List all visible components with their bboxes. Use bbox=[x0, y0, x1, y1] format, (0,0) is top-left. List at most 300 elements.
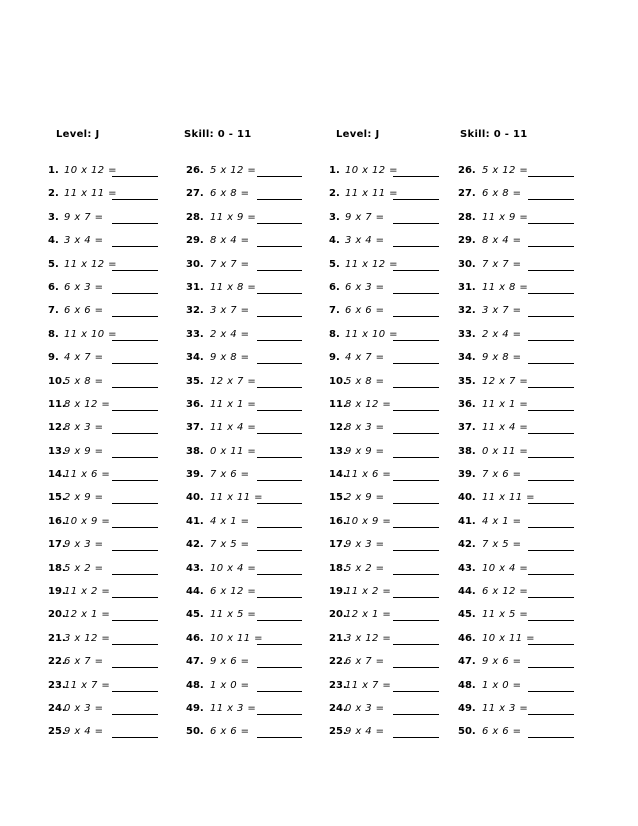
problem-expression: 3 x 12 = bbox=[345, 632, 392, 644]
problem-row bbox=[458, 235, 598, 258]
problem-number: 39. bbox=[186, 469, 204, 481]
problem-expression: 11 x 6 = bbox=[64, 469, 111, 481]
problem-expression: 11 x 3 = bbox=[210, 702, 257, 714]
problem-number: 50. bbox=[458, 726, 476, 738]
problem-expression: 6 x 3 = bbox=[64, 281, 104, 293]
problem-column bbox=[48, 165, 188, 750]
problem-row bbox=[329, 633, 469, 656]
problem-row bbox=[186, 399, 326, 422]
problem-number: 2. bbox=[329, 188, 340, 200]
problem-row bbox=[186, 680, 326, 703]
problem-row bbox=[329, 703, 469, 726]
problem-expression: 9 x 7 = bbox=[64, 211, 104, 223]
answer-blank[interactable] bbox=[528, 574, 574, 575]
answer-blank[interactable] bbox=[257, 457, 302, 458]
problem-row bbox=[458, 656, 598, 679]
problem-expression: 12 x 1 = bbox=[345, 609, 392, 621]
answer-blank[interactable] bbox=[257, 714, 302, 715]
problem-expression: 11 x 7 = bbox=[345, 679, 392, 691]
answer-blank[interactable] bbox=[528, 246, 574, 247]
problem-column bbox=[186, 165, 326, 750]
problem-number: 21. bbox=[329, 632, 347, 644]
problem-number: 29. bbox=[186, 235, 204, 247]
problem-expression: 9 x 6 = bbox=[210, 656, 250, 668]
problem-row bbox=[48, 633, 188, 656]
problem-row bbox=[48, 492, 188, 515]
problem-row bbox=[458, 212, 598, 235]
problem-expression: 4 x 7 = bbox=[345, 352, 385, 364]
problem-row bbox=[48, 726, 188, 749]
answer-blank[interactable] bbox=[257, 433, 302, 434]
answer-blank[interactable] bbox=[393, 176, 439, 177]
answer-blank[interactable] bbox=[112, 480, 158, 481]
problem-expression: 2 x 9 = bbox=[345, 492, 385, 504]
problem-expression: 6 x 12 = bbox=[482, 586, 529, 598]
problem-expression: 1 x 0 = bbox=[482, 679, 522, 691]
problem-expression: 9 x 3 = bbox=[345, 539, 385, 551]
problem-expression: 10 x 11 = bbox=[210, 632, 263, 644]
problem-row bbox=[186, 446, 326, 469]
problem-row bbox=[48, 469, 188, 492]
problem-row bbox=[48, 563, 188, 586]
problem-number: 15. bbox=[329, 492, 347, 504]
problem-row bbox=[186, 235, 326, 258]
answer-blank[interactable] bbox=[528, 550, 574, 551]
answer-blank[interactable] bbox=[112, 691, 158, 692]
answer-blank[interactable] bbox=[257, 574, 302, 575]
problem-expression: 10 x 12 = bbox=[64, 165, 117, 176]
answer-blank[interactable] bbox=[528, 597, 574, 598]
problem-number: 5. bbox=[48, 258, 59, 270]
problem-row bbox=[458, 282, 598, 305]
answer-blank[interactable] bbox=[112, 503, 158, 504]
problem-row bbox=[329, 165, 469, 188]
answer-blank[interactable] bbox=[528, 714, 574, 715]
problem-expression: 11 x 10 = bbox=[345, 328, 398, 340]
problem-row bbox=[329, 376, 469, 399]
answer-blank[interactable] bbox=[257, 691, 302, 692]
answer-blank[interactable] bbox=[257, 293, 302, 294]
problem-number: 16. bbox=[329, 515, 347, 527]
problem-row bbox=[458, 352, 598, 375]
answer-blank[interactable] bbox=[257, 340, 302, 341]
problem-row bbox=[458, 680, 598, 703]
answer-blank[interactable] bbox=[257, 410, 302, 411]
problem-row bbox=[48, 446, 188, 469]
problem-number: 12. bbox=[48, 422, 66, 434]
problem-number: 22. bbox=[48, 656, 66, 668]
answer-blank[interactable] bbox=[393, 527, 439, 528]
problem-expression: 11 x 2 = bbox=[345, 586, 392, 598]
problem-number: 11. bbox=[48, 398, 66, 410]
problem-expression: 11 x 11 = bbox=[345, 188, 398, 200]
problem-expression: 12 x 7 = bbox=[210, 375, 257, 387]
problem-number: 39. bbox=[458, 469, 476, 481]
problem-row bbox=[329, 329, 469, 352]
problem-number: 24. bbox=[48, 702, 66, 714]
answer-blank[interactable] bbox=[257, 620, 302, 621]
problem-expression: 9 x 4 = bbox=[64, 726, 104, 738]
problem-row bbox=[458, 305, 598, 328]
problem-expression: 5 x 8 = bbox=[64, 375, 104, 387]
answer-blank[interactable] bbox=[393, 363, 439, 364]
problem-row bbox=[48, 165, 188, 188]
answer-blank[interactable] bbox=[393, 620, 439, 621]
answer-blank[interactable] bbox=[393, 480, 439, 481]
problem-expression: 6 x 8 = bbox=[210, 188, 250, 200]
answer-blank[interactable] bbox=[393, 199, 439, 200]
problem-row bbox=[186, 188, 326, 211]
answer-blank[interactable] bbox=[112, 410, 158, 411]
skill-label: Skill: 0 - 11 bbox=[184, 129, 252, 140]
problem-number: 17. bbox=[329, 539, 347, 551]
answer-blank[interactable] bbox=[112, 316, 158, 317]
problem-row bbox=[48, 516, 188, 539]
problem-expression: 7 x 6 = bbox=[210, 469, 250, 481]
problem-row bbox=[329, 352, 469, 375]
answer-blank[interactable] bbox=[112, 340, 158, 341]
problem-row bbox=[48, 212, 188, 235]
answer-blank[interactable] bbox=[393, 457, 439, 458]
problem-number: 45. bbox=[186, 609, 204, 621]
problem-row bbox=[186, 282, 326, 305]
answer-blank[interactable] bbox=[393, 433, 439, 434]
answer-blank[interactable] bbox=[257, 527, 302, 528]
answer-blank[interactable] bbox=[528, 270, 574, 271]
problem-number: 50. bbox=[186, 726, 204, 738]
answer-blank[interactable] bbox=[393, 550, 439, 551]
answer-blank[interactable] bbox=[257, 667, 302, 668]
problem-row bbox=[329, 305, 469, 328]
problem-number: 15. bbox=[48, 492, 66, 504]
answer-blank[interactable] bbox=[528, 410, 574, 411]
answer-blank[interactable] bbox=[112, 176, 158, 177]
problem-expression: 6 x 6 = bbox=[210, 726, 250, 738]
problem-row bbox=[186, 656, 326, 679]
skill-label: Skill: 0 - 11 bbox=[460, 129, 528, 140]
problem-row bbox=[186, 212, 326, 235]
answer-blank[interactable] bbox=[112, 270, 158, 271]
answer-blank[interactable] bbox=[112, 293, 158, 294]
problem-expression: 11 x 3 = bbox=[482, 702, 529, 714]
problem-number: 29. bbox=[458, 235, 476, 247]
problem-row bbox=[329, 469, 469, 492]
problem-expression: 10 x 4 = bbox=[210, 562, 257, 574]
answer-blank[interactable] bbox=[393, 574, 439, 575]
problem-row bbox=[48, 680, 188, 703]
answer-blank[interactable] bbox=[257, 246, 302, 247]
answer-blank[interactable] bbox=[112, 597, 158, 598]
answer-blank[interactable] bbox=[257, 503, 302, 504]
problem-row bbox=[458, 399, 598, 422]
problem-row bbox=[48, 399, 188, 422]
problem-expression: 11 x 11 = bbox=[64, 188, 117, 200]
problem-number: 38. bbox=[458, 445, 476, 457]
problem-expression: 8 x 12 = bbox=[345, 398, 392, 410]
problem-row bbox=[186, 422, 326, 445]
problem-number: 47. bbox=[186, 656, 204, 668]
answer-blank[interactable] bbox=[528, 480, 574, 481]
answer-blank[interactable] bbox=[393, 597, 439, 598]
answer-blank[interactable] bbox=[393, 410, 439, 411]
answer-blank[interactable] bbox=[257, 199, 302, 200]
problem-number: 25. bbox=[48, 726, 66, 738]
answer-blank[interactable] bbox=[393, 316, 439, 317]
problem-number: 14. bbox=[48, 469, 66, 481]
problem-number: 19. bbox=[48, 586, 66, 598]
answer-blank[interactable] bbox=[528, 620, 574, 621]
problem-number: 42. bbox=[458, 539, 476, 551]
problem-row bbox=[48, 422, 188, 445]
problem-expression: 11 x 9 = bbox=[482, 211, 529, 223]
problem-row bbox=[329, 516, 469, 539]
problem-number: 48. bbox=[458, 679, 476, 691]
answer-blank[interactable] bbox=[528, 316, 574, 317]
problem-expression: 11 x 9 = bbox=[210, 211, 257, 223]
answer-blank[interactable] bbox=[257, 597, 302, 598]
problem-row bbox=[48, 329, 188, 352]
problem-number: 28. bbox=[186, 211, 204, 223]
problem-row bbox=[329, 726, 469, 749]
problem-row bbox=[329, 609, 469, 632]
problem-row bbox=[186, 376, 326, 399]
answer-blank[interactable] bbox=[528, 433, 574, 434]
problem-expression: 11 x 12 = bbox=[345, 258, 398, 270]
answer-blank[interactable] bbox=[528, 340, 574, 341]
answer-blank[interactable] bbox=[257, 387, 302, 388]
problem-number: 26. bbox=[186, 165, 204, 176]
answer-blank[interactable] bbox=[257, 480, 302, 481]
problem-expression: 7 x 5 = bbox=[210, 539, 250, 551]
answer-blank[interactable] bbox=[393, 270, 439, 271]
problem-expression: 6 x 8 = bbox=[482, 188, 522, 200]
problem-expression: 9 x 4 = bbox=[345, 726, 385, 738]
answer-blank[interactable] bbox=[393, 387, 439, 388]
answer-blank[interactable] bbox=[112, 667, 158, 668]
problem-expression: 11 x 7 = bbox=[64, 679, 111, 691]
answer-blank[interactable] bbox=[112, 433, 158, 434]
problem-row bbox=[48, 259, 188, 282]
problem-row bbox=[48, 376, 188, 399]
level-label: Level: J bbox=[336, 129, 380, 140]
problem-number: 8. bbox=[329, 328, 340, 340]
problem-expression: 11 x 11 = bbox=[210, 492, 263, 504]
problem-number: 22. bbox=[329, 656, 347, 668]
problem-expression: 2 x 4 = bbox=[482, 328, 522, 340]
problem-expression: 5 x 2 = bbox=[64, 562, 104, 574]
problem-row bbox=[329, 446, 469, 469]
answer-blank[interactable] bbox=[112, 199, 158, 200]
answer-blank[interactable] bbox=[393, 714, 439, 715]
problem-number: 41. bbox=[186, 515, 204, 527]
answer-blank[interactable] bbox=[528, 737, 574, 738]
answer-blank[interactable] bbox=[393, 246, 439, 247]
answer-blank[interactable] bbox=[257, 176, 302, 177]
problem-number: 35. bbox=[186, 375, 204, 387]
answer-blank[interactable] bbox=[257, 223, 302, 224]
problem-number: 43. bbox=[458, 562, 476, 574]
problem-expression: 11 x 12 = bbox=[64, 258, 117, 270]
problem-expression: 5 x 12 = bbox=[210, 165, 257, 176]
answer-blank[interactable] bbox=[528, 293, 574, 294]
problem-number: 20. bbox=[48, 609, 66, 621]
problem-row bbox=[458, 539, 598, 562]
answer-blank[interactable] bbox=[112, 527, 158, 528]
answer-blank[interactable] bbox=[393, 691, 439, 692]
answer-blank[interactable] bbox=[393, 667, 439, 668]
problem-number: 17. bbox=[48, 539, 66, 551]
answer-blank[interactable] bbox=[528, 199, 574, 200]
problem-expression: 6 x 6 = bbox=[64, 305, 104, 317]
answer-blank[interactable] bbox=[528, 457, 574, 458]
problem-row bbox=[458, 446, 598, 469]
problem-row bbox=[458, 726, 598, 749]
problem-expression: 11 x 10 = bbox=[64, 328, 117, 340]
answer-blank[interactable] bbox=[528, 363, 574, 364]
answer-blank[interactable] bbox=[393, 503, 439, 504]
problem-number: 8. bbox=[48, 328, 59, 340]
problem-expression: 4 x 1 = bbox=[482, 515, 522, 527]
problem-row bbox=[329, 586, 469, 609]
problem-row bbox=[48, 188, 188, 211]
answer-blank[interactable] bbox=[112, 363, 158, 364]
problem-expression: 11 x 4 = bbox=[210, 422, 257, 434]
problem-expression: 4 x 7 = bbox=[64, 352, 104, 364]
answer-blank[interactable] bbox=[112, 457, 158, 458]
problem-row bbox=[458, 469, 598, 492]
answer-blank[interactable] bbox=[528, 527, 574, 528]
answer-blank[interactable] bbox=[112, 644, 158, 645]
problem-number: 21. bbox=[48, 632, 66, 644]
problem-number: 45. bbox=[458, 609, 476, 621]
answer-blank[interactable] bbox=[112, 223, 158, 224]
problem-number: 44. bbox=[458, 586, 476, 598]
problem-row bbox=[48, 586, 188, 609]
problem-expression: 2 x 4 = bbox=[210, 328, 250, 340]
problem-number: 28. bbox=[458, 211, 476, 223]
problem-number: 7. bbox=[48, 305, 59, 317]
problem-row bbox=[186, 703, 326, 726]
problem-row bbox=[186, 492, 326, 515]
answer-blank[interactable] bbox=[257, 737, 302, 738]
problem-row bbox=[186, 469, 326, 492]
problem-number: 7. bbox=[329, 305, 340, 317]
problem-row bbox=[186, 563, 326, 586]
problem-number: 9. bbox=[48, 352, 59, 364]
problem-expression: 8 x 3 = bbox=[345, 422, 385, 434]
answer-blank[interactable] bbox=[257, 270, 302, 271]
answer-blank[interactable] bbox=[528, 503, 574, 504]
problem-row bbox=[329, 492, 469, 515]
problem-row bbox=[458, 609, 598, 632]
problem-row bbox=[48, 539, 188, 562]
answer-blank[interactable] bbox=[528, 667, 574, 668]
problem-expression: 11 x 5 = bbox=[210, 609, 257, 621]
problem-number: 47. bbox=[458, 656, 476, 668]
answer-blank[interactable] bbox=[257, 316, 302, 317]
problem-expression: 5 x 2 = bbox=[345, 562, 385, 574]
problem-expression: 11 x 1 = bbox=[482, 398, 529, 410]
answer-blank[interactable] bbox=[112, 387, 158, 388]
answer-blank[interactable] bbox=[112, 737, 158, 738]
answer-blank[interactable] bbox=[257, 363, 302, 364]
problem-number: 12. bbox=[329, 422, 347, 434]
problem-number: 10. bbox=[48, 375, 66, 387]
problem-row bbox=[48, 235, 188, 258]
problem-number: 6. bbox=[48, 281, 59, 293]
problem-column bbox=[458, 165, 598, 750]
problem-expression: 6 x 7 = bbox=[345, 656, 385, 668]
answer-blank[interactable] bbox=[393, 644, 439, 645]
problem-row bbox=[458, 703, 598, 726]
answer-blank[interactable] bbox=[528, 644, 574, 645]
answer-blank[interactable] bbox=[257, 644, 302, 645]
answer-blank[interactable] bbox=[528, 691, 574, 692]
problem-number: 46. bbox=[458, 632, 476, 644]
problem-expression: 3 x 7 = bbox=[482, 305, 522, 317]
problem-expression: 11 x 8 = bbox=[210, 281, 257, 293]
answer-blank[interactable] bbox=[112, 550, 158, 551]
answer-blank[interactable] bbox=[112, 714, 158, 715]
problem-number: 40. bbox=[186, 492, 204, 504]
problem-row bbox=[329, 259, 469, 282]
problem-number: 18. bbox=[329, 562, 347, 574]
answer-blank[interactable] bbox=[257, 550, 302, 551]
problem-number: 3. bbox=[329, 211, 340, 223]
answer-blank[interactable] bbox=[112, 574, 158, 575]
problem-expression: 12 x 7 = bbox=[482, 375, 529, 387]
problem-number: 25. bbox=[329, 726, 347, 738]
problem-row bbox=[329, 680, 469, 703]
problem-expression: 11 x 5 = bbox=[482, 609, 529, 621]
problem-expression: 7 x 5 = bbox=[482, 539, 522, 551]
problem-expression: 0 x 11 = bbox=[482, 445, 529, 457]
problem-row bbox=[186, 586, 326, 609]
answer-blank[interactable] bbox=[528, 387, 574, 388]
answer-blank[interactable] bbox=[393, 223, 439, 224]
problem-row bbox=[48, 352, 188, 375]
answer-blank[interactable] bbox=[528, 176, 574, 177]
problem-expression: 7 x 6 = bbox=[482, 469, 522, 481]
problem-number: 27. bbox=[186, 188, 204, 200]
problem-expression: 11 x 6 = bbox=[345, 469, 392, 481]
answer-blank[interactable] bbox=[112, 246, 158, 247]
problem-expression: 10 x 9 = bbox=[64, 515, 111, 527]
problem-number: 40. bbox=[458, 492, 476, 504]
problem-number: 19. bbox=[329, 586, 347, 598]
problem-number: 31. bbox=[186, 281, 204, 293]
problem-number: 2. bbox=[48, 188, 59, 200]
problem-row bbox=[329, 188, 469, 211]
answer-blank[interactable] bbox=[393, 737, 439, 738]
problem-number: 4. bbox=[48, 235, 59, 247]
answer-blank[interactable] bbox=[528, 223, 574, 224]
problem-expression: 9 x 7 = bbox=[345, 211, 385, 223]
problem-row bbox=[458, 259, 598, 282]
answer-blank[interactable] bbox=[112, 620, 158, 621]
problem-row bbox=[329, 235, 469, 258]
problem-expression: 0 x 3 = bbox=[345, 702, 385, 714]
problem-expression: 11 x 8 = bbox=[482, 281, 529, 293]
answer-blank[interactable] bbox=[393, 340, 439, 341]
problem-row bbox=[329, 399, 469, 422]
problem-expression: 6 x 7 = bbox=[64, 656, 104, 668]
problem-number: 9. bbox=[329, 352, 340, 364]
problem-number: 13. bbox=[48, 445, 66, 457]
problem-row bbox=[48, 609, 188, 632]
problem-number: 26. bbox=[458, 165, 476, 176]
answer-blank[interactable] bbox=[393, 293, 439, 294]
